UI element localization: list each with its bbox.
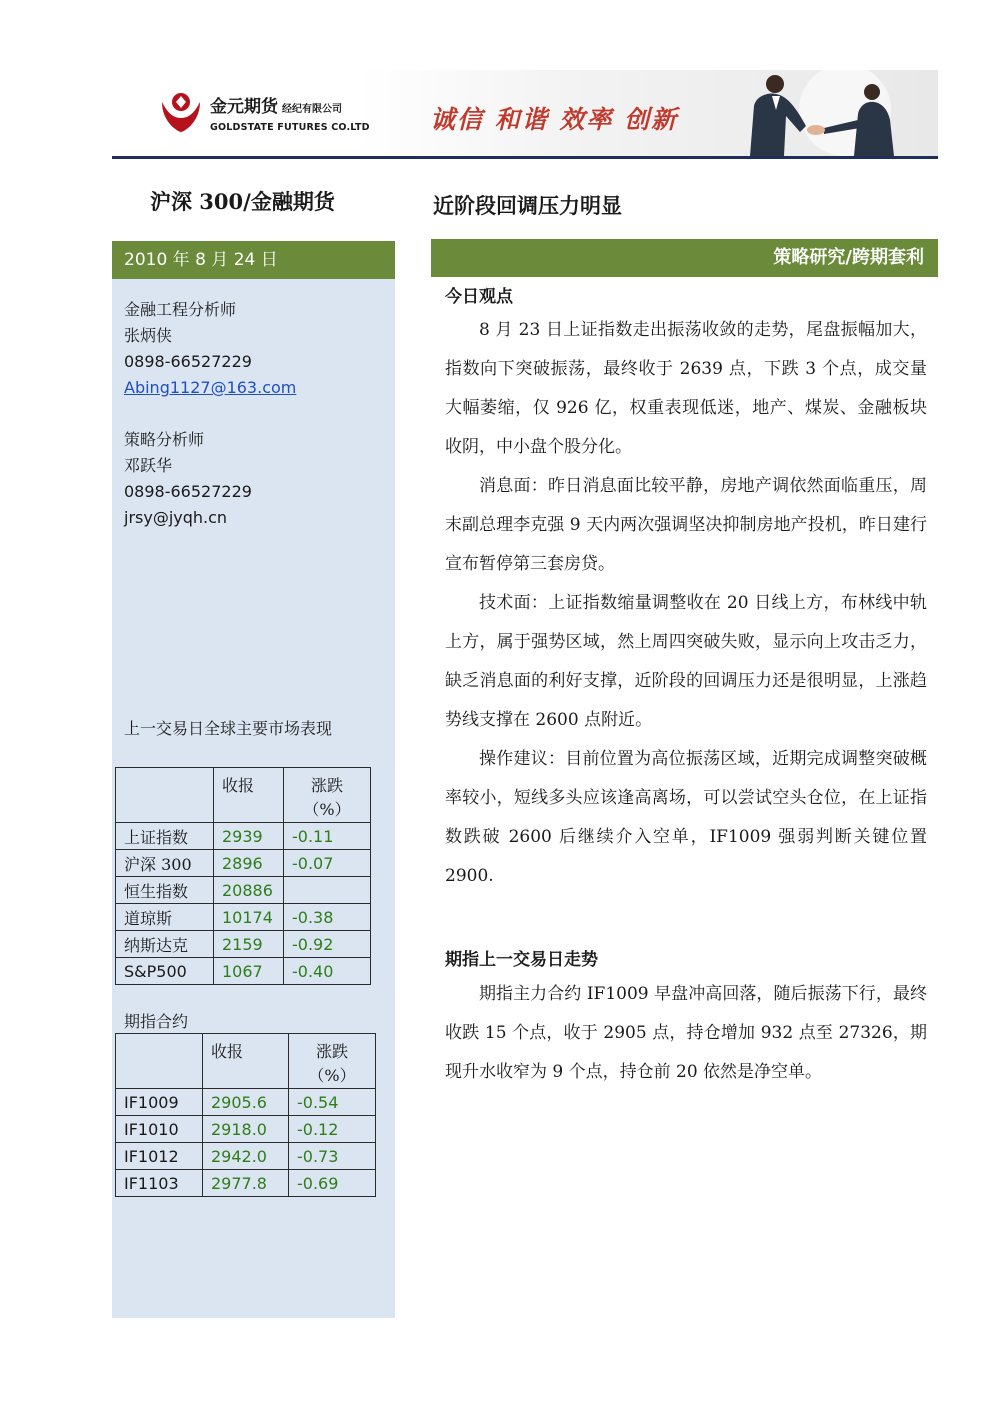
contract-change: -0.54 — [289, 1089, 376, 1116]
futures-col-change: 涨跌 （%） — [289, 1034, 376, 1089]
analyst-1-name: 张炳侠 — [124, 326, 173, 345]
section-futures-body — [445, 975, 927, 1092]
contract-change: -0.73 — [289, 1143, 376, 1170]
market-name: 恒生指数 — [116, 877, 214, 904]
market-change: -0.11 — [284, 823, 371, 850]
market-name: S&P500 — [116, 958, 214, 985]
markets-table — [115, 767, 371, 985]
contract-change: -0.12 — [289, 1116, 376, 1143]
report-title: 沪深 300/金融期货 — [150, 189, 335, 214]
analyst-1-role: 金融工程分析师 — [124, 300, 237, 319]
market-name: 纳斯达克 — [116, 931, 214, 958]
market-change: -0.07 — [284, 850, 371, 877]
market-change: -0.38 — [284, 904, 371, 931]
brand-name-cn: 金元期货 经纪有限公司 — [210, 97, 342, 117]
table-row — [116, 823, 371, 850]
analyst-2-name: 邓跃华 — [124, 456, 173, 475]
futures-header-row — [116, 1034, 376, 1089]
market-close: 2159 — [214, 931, 284, 958]
header-rule — [112, 156, 938, 159]
analyst-1-phone: 0898-66527229 — [124, 352, 252, 371]
analyst-1-contact — [124, 297, 296, 401]
paragraph: 技术面：上证指数缩量调整收在 20 日线上方，布林线中轨上方，属于强势区域，然上周四突破失败，显示向上攻击乏力，缺乏消息面的利好支撑，近阶段的回调压力还是很明显，上涨趋势线支撑在 2600 点附近。 — [445, 593, 927, 730]
table-row — [116, 1143, 376, 1170]
table-row — [116, 1089, 376, 1116]
analyst-2-email: jrsy@jyqh.cn — [124, 508, 228, 527]
paragraph: 8 月 23 日上证指数走出振荡收敛的走势，尾盘振幅加大，指数向下突破振荡，最终收于 2639 点，下跌 3 个点，成交量大幅萎缩，仅 926 亿，权重表现低迷，地产、煤炭、金融板块收阴，中小盘个股分化。 — [445, 320, 927, 457]
market-name: 上证指数 — [116, 823, 214, 850]
contract-name: IF1012 — [116, 1143, 203, 1170]
contract-name: IF1009 — [116, 1089, 203, 1116]
market-name: 沪深 300 — [116, 850, 214, 877]
futures-label: 期指合约 — [124, 1012, 189, 1031]
analyst-2-role: 策略分析师 — [124, 430, 205, 449]
category-bar: 策略研究/跨期套利 — [431, 239, 938, 277]
table-row — [116, 904, 371, 931]
goldstate-logo-icon — [158, 88, 204, 134]
market-change: -0.92 — [284, 931, 371, 958]
handshake-photo-icon — [720, 70, 910, 156]
paragraph: 期指主力合约 IF1009 早盘冲高回落，随后振荡下行，最终收跌 15 个点，收于 2905 点，持仓增加 932 点至 27326，期现升水收窄为 9 个点，持仓前 20 依然是净空单。 — [445, 984, 927, 1082]
paragraph: 消息面：昨日消息面比较平静，房地产调依然面临重压，周末副总理李克强 9 天内两次强调坚决抑制房地产投机，昨日建行宣布暂停第三套房贷。 — [445, 476, 927, 574]
report-date: 2010 年 8 月 24 日 — [112, 241, 395, 279]
table-row — [116, 877, 371, 904]
contract-close: 2977.8 — [203, 1170, 289, 1197]
futures-col-close: 收报 — [203, 1034, 289, 1089]
analyst-1-email-link[interactable]: Abing1127@163.com — [124, 378, 297, 397]
markets-header-row — [116, 768, 371, 823]
analyst-2-contact — [124, 427, 252, 531]
slogan: 诚信 和谐 效率 创新 — [430, 105, 679, 134]
table-row — [116, 1116, 376, 1143]
contract-name: IF1010 — [116, 1116, 203, 1143]
market-close: 2939 — [214, 823, 284, 850]
section-today-title: 今日观点 — [445, 287, 513, 307]
market-close: 20886 — [214, 877, 284, 904]
market-close: 1067 — [214, 958, 284, 985]
markets-col-close: 收报 — [214, 768, 284, 823]
contract-name: IF1103 — [116, 1170, 203, 1197]
contract-close: 2942.0 — [203, 1143, 289, 1170]
section-futures-title: 期指上一交易日走势 — [445, 950, 598, 970]
contract-close: 2918.0 — [203, 1116, 289, 1143]
table-row — [116, 1170, 376, 1197]
market-close: 10174 — [214, 904, 284, 931]
table-row — [116, 931, 371, 958]
markets-col-change: 涨跌 （%） — [284, 768, 371, 823]
table-row — [116, 850, 371, 877]
market-change: -0.40 — [284, 958, 371, 985]
brand-name-en: GOLDSTATE FUTURES CO.LTD — [210, 122, 370, 133]
market-name: 道琼斯 — [116, 904, 214, 931]
market-close: 2896 — [214, 850, 284, 877]
futures-table — [115, 1033, 376, 1197]
markets-label: 上一交易日全球主要市场表现 — [124, 719, 333, 738]
article-headline: 近阶段回调压力明显 — [433, 193, 622, 218]
contract-close: 2905.6 — [203, 1089, 289, 1116]
section-today-body — [445, 311, 927, 896]
market-change — [284, 877, 371, 904]
table-row — [116, 958, 371, 985]
paragraph: 操作建议：目前位置为高位振荡区域，近期完成调整突破概率较小，短线多头应该逢高离场，可以尝试空头仓位，在上证指数跌破 2600 后继续介入空单，IF1009 强弱判断关键位置 2900. — [445, 749, 927, 886]
analyst-2-phone: 0898-66527229 — [124, 482, 252, 501]
contract-change: -0.69 — [289, 1170, 376, 1197]
